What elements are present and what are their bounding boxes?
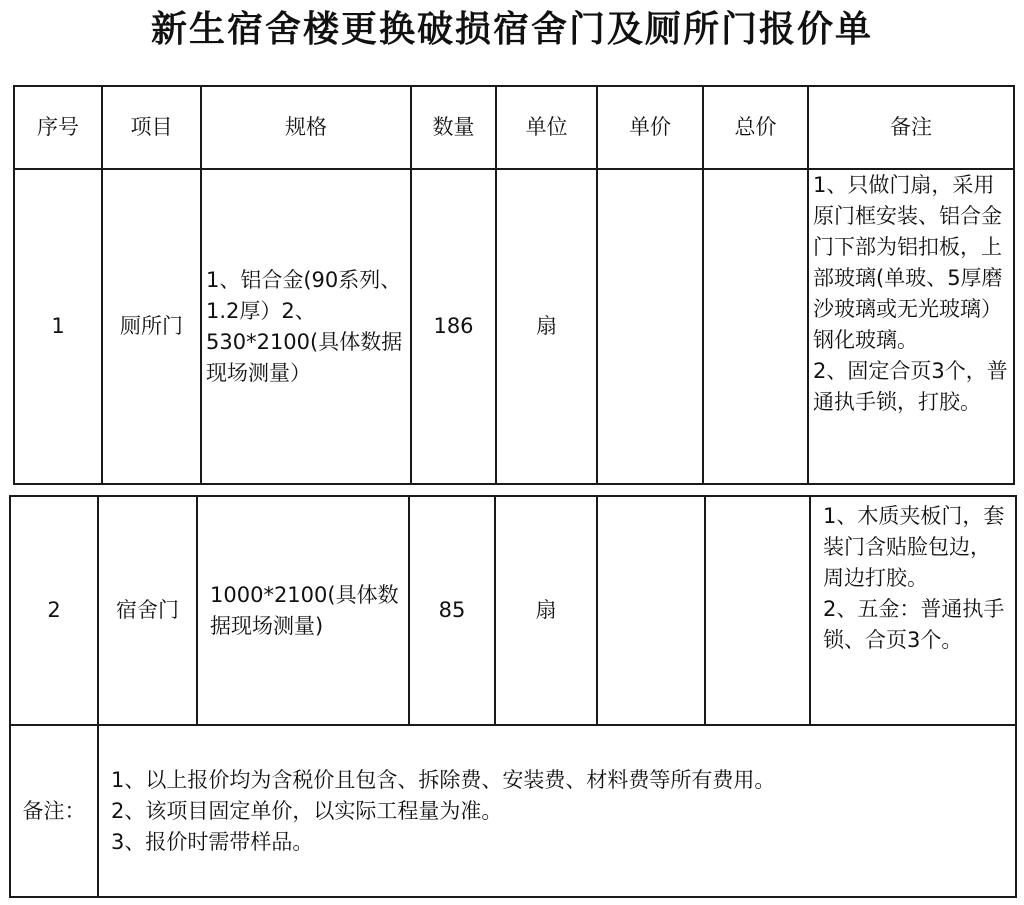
row-note (810, 496, 1016, 725)
note-line: 2、固定合页3个，普通执手锁，打胶。 (813, 359, 1008, 414)
header-cell-qty: 数量 (411, 86, 496, 169)
remarks-row (10, 725, 1016, 897)
table-row (10, 496, 1016, 725)
row-item: 宿舍门 (98, 496, 197, 725)
remarks-label: 备注： (10, 725, 98, 897)
row-no: 1 (14, 169, 102, 484)
remarks-line: 2、该项目固定单价，以实际工程量为准。 (111, 798, 503, 823)
row-unit: 扇 (496, 169, 597, 484)
row-qty: 85 (409, 496, 495, 725)
table-header-row (14, 86, 1014, 169)
row-spec: 1000*2100(具体数据现场测量) (197, 496, 409, 725)
row-unit-price (597, 169, 703, 484)
table-row (14, 169, 1014, 484)
row-qty: 186 (411, 169, 496, 484)
header-cell-unit: 单位 (496, 86, 597, 169)
row-item: 厕所门 (102, 169, 201, 484)
page-title: 新生宿舍楼更换破损宿舍门及厕所门报价单 (150, 9, 873, 50)
header-cell-note: 备注 (808, 86, 1014, 169)
row-note (808, 169, 1014, 484)
row-no: 2 (10, 496, 98, 725)
row-total (705, 496, 810, 725)
remarks-line: 1、以上报价均为含税价且包含、拆除费、安装费、材料费等所有费用。 (111, 767, 776, 792)
note-line: 1、只做门扇，采用原门框安装、铝合金门下部为铝扣板，上部玻璃(单玻、5厚磨沙玻璃或无光玻璃）钢化玻璃。 (813, 173, 1003, 352)
header-cell-spec: 规格 (201, 86, 411, 169)
header-cell-item: 项目 (102, 86, 201, 169)
header-cell-unit-price: 单价 (597, 86, 703, 169)
quote-table-header-section (13, 85, 1015, 485)
note-line: 1、木质夹板门，套装门含贴脸包边，周边打胶。 (823, 504, 1005, 590)
row-total (703, 169, 808, 484)
note-line: 2、五金：普通执手锁、合页3个。 (823, 597, 1005, 652)
row-spec: 1、铝合金(90系列、1.2厚）2、530*2100(具体数据现场测量） (201, 169, 411, 484)
row-unit-price (597, 496, 705, 725)
quote-table-lower-section (9, 495, 1017, 898)
header-cell-total: 总价 (703, 86, 808, 169)
row-unit: 扇 (495, 496, 597, 725)
remarks-line: 3、报价时需带样品。 (111, 829, 314, 854)
remarks-content (98, 725, 1016, 897)
header-cell-no: 序号 (14, 86, 102, 169)
